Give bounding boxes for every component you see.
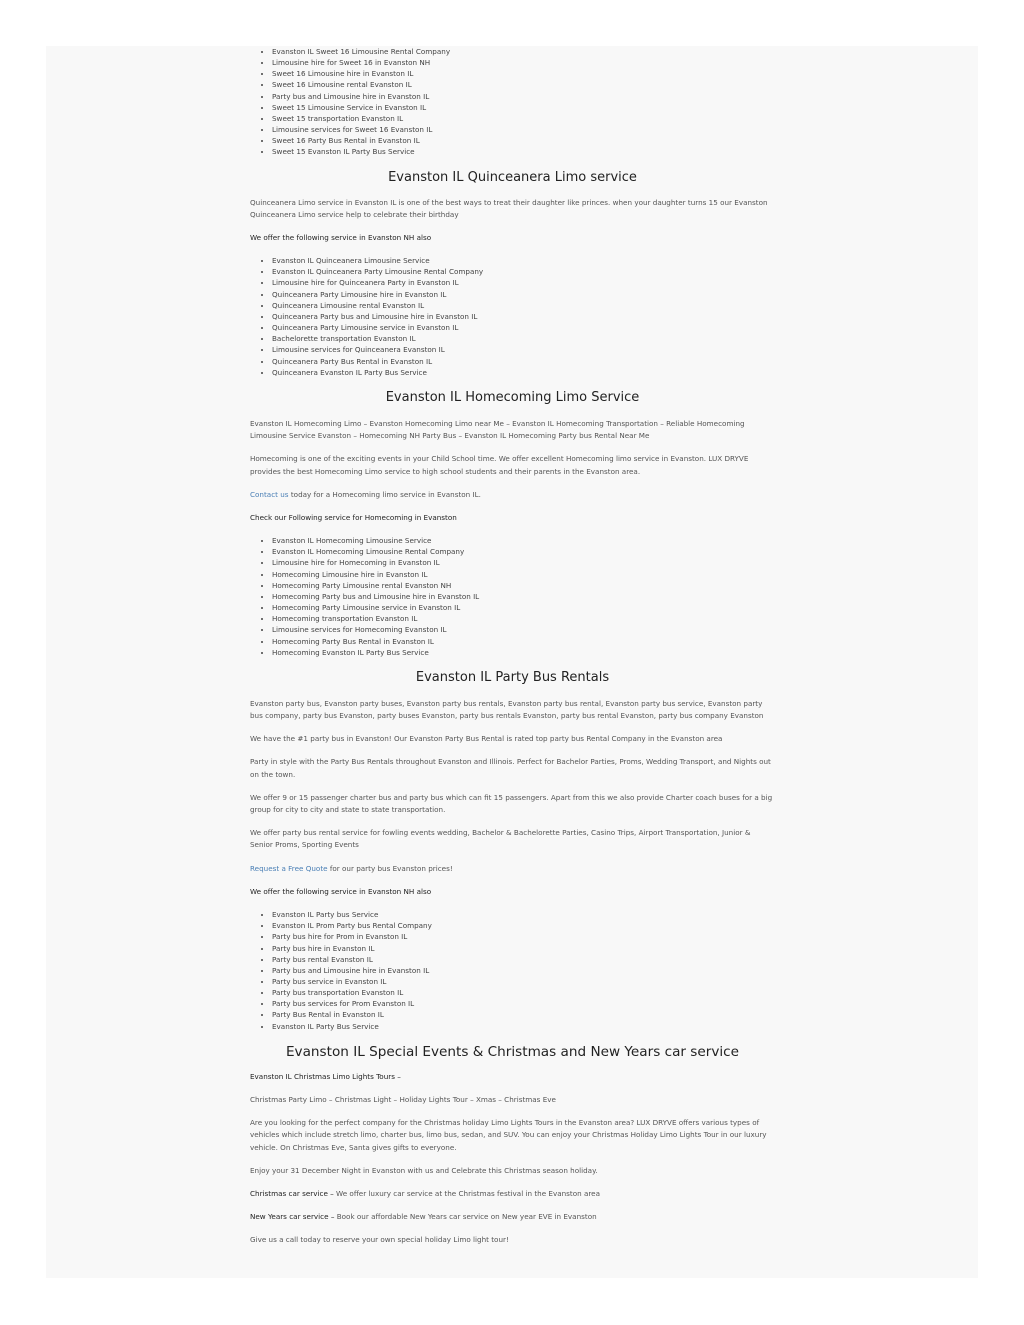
special-tours-label: Evanston IL Christmas Limo Lights Tours –: [250, 1071, 401, 1081]
list-item: • Quinceanera Limousine rental Evanston IL: [272, 300, 775, 311]
list-item: • Party bus service in Evanston IL: [272, 976, 775, 987]
list-item: • Evanston IL Homecoming Limousine Service: [272, 535, 775, 546]
partybus-paragraph: We have the #1 party bus in Evanston! Our Evanston Party Bus Rental is rated top party bus Rental Company in the Evanston area: [250, 734, 723, 744]
partybus-paragraph: Party in style with the Party Bus Rentals throughout Evanston and Illinois. Perfect for Bachelor Parties, Proms, Wedding Transport, and Nights out on the town.: [250, 757, 771, 779]
list-item: • Sweet 16 Limousine rental Evanston IL: [272, 79, 775, 90]
homecoming-keywords: Evanston IL Homecoming Limo – Evanston Homecoming Limo near Me – Evanston IL Homecoming Transportation – Reliable Homecoming Limousine Service Evanston – Homecoming NH Party Bus – Evanston IL Homecoming Party bus Rental Near Me: [250, 418, 745, 441]
partybus-offer-label: We offer the following service in Evanston NH also: [250, 886, 432, 896]
special-closing: Give us a call today to reserve your own special holiday Limo light tour!: [250, 1235, 509, 1245]
list-item: • Party bus and Limousine hire in Evanston IL: [272, 965, 775, 976]
list-item: • Evanston IL Prom Party bus Rental Company: [272, 920, 775, 931]
list-item: • Quinceanera Party bus and Limousine hire in Evanston IL: [272, 311, 775, 322]
list-item: • Homecoming Party Limousine service in Evanston IL: [272, 602, 775, 613]
special-tours-keywords: Christmas Party Limo – Christmas Light – Holiday Lights Tour – Xmas – Christmas Eve: [250, 1094, 556, 1104]
list-item: • Party bus rental Evanston IL: [272, 954, 775, 965]
partybus-heading: Evanston IL Party Bus Rentals: [415, 669, 610, 685]
list-item: • Evanston IL Party bus Service: [272, 909, 775, 920]
list-item: • Limousine services for Quinceanera Evanston IL: [272, 344, 775, 355]
list-item: • Sweet 16 Limousine hire in Evanston IL: [272, 68, 775, 79]
list-item: • Homecoming Party Limousine rental Evanston NH: [272, 580, 775, 591]
list-item: • Quinceanera Party Limousine service in Evanston IL: [272, 322, 775, 333]
list-item: • Quinceanera Evanston IL Party Bus Service: [272, 367, 775, 378]
list-item: • Evanston IL Party Bus Service: [272, 1021, 775, 1032]
quinceanera-offer-label: We offer the following service in Evanston NH also: [250, 232, 432, 242]
quinceanera-list: [250, 255, 775, 378]
newyears-text: Book our affordable New Years car service on New year EVE in Evanston: [334, 1212, 597, 1222]
list-item: • Homecoming Party bus and Limousine hire in Evanston IL: [272, 591, 775, 602]
request-quote-link[interactable]: Request a Free Quote: [250, 863, 328, 873]
list-item: • Limousine hire for Sweet 16 in Evanston NH: [272, 57, 775, 68]
list-item: • Party bus hire for Prom in Evanston IL: [272, 931, 775, 942]
list-item: • Limousine hire for Homecoming in Evanston IL: [272, 557, 775, 568]
list-item: • Homecoming Party Bus Rental in Evanston IL: [272, 636, 775, 647]
list-item: • Evanston IL Homecoming Limousine Rental Company: [272, 546, 775, 557]
list-item: • Bachelorette transportation Evanston IL: [272, 333, 775, 344]
partybus-quote-text: for our party bus Evanston prices!: [327, 863, 453, 873]
list-item: • Homecoming Evanston IL Party Bus Service: [272, 647, 775, 658]
list-item: • Quinceanera Party Limousine hire in Evanston IL: [272, 289, 775, 300]
list-item: • Homecoming transportation Evanston IL: [272, 613, 775, 624]
homecoming-contact: [250, 489, 775, 501]
special-paragraph: Are you looking for the perfect company for the Christmas holiday Limo Lights Tours in the Evanston area? LUX DRYVE offers various types of vehicles which include stretch limo, charter bus, limo bus, sedan, and SUV. You can enjoy your Christmas Holiday Limo Lights Tour in our luxury vehicle. On Christmas Eve, Santa gives gifts to everyone.: [250, 1118, 767, 1152]
homecoming-list: [250, 535, 775, 658]
list-item: • Limousine hire for Quinceanera Party in Evanston IL: [272, 277, 775, 288]
list-item: • Party bus transportation Evanston IL: [272, 987, 775, 998]
list-item: • Party bus and Limousine hire in Evanston IL: [272, 91, 775, 102]
list-item: • Evanston IL Sweet 16 Limousine Rental Company: [272, 46, 775, 57]
partybus-quote: [250, 863, 775, 875]
list-item: • Party bus hire in Evanston IL: [272, 943, 775, 954]
list-item: • Sweet 15 Evanston IL Party Bus Service: [272, 146, 775, 157]
christmas-text: We offer luxury car service at the Christmas festival in the Evanston area: [333, 1189, 600, 1198]
partybus-paragraph: We offer 9 or 15 passenger charter bus and party bus which can fit 15 passengers. Apart from this we also provide Charter coach buses for a big group for city to city and state to state transportation.: [250, 792, 773, 815]
list-item: • Quinceanera Party Bus Rental in Evanston IL: [272, 356, 775, 367]
contact-us-link[interactable]: Contact us: [250, 489, 289, 499]
newyears-label: New Years car service –: [250, 1212, 335, 1222]
list-item: • Party Bus Rental in Evanston IL: [272, 1009, 775, 1020]
list-item: • Limousine services for Sweet 16 Evanston IL: [272, 124, 775, 135]
christmas-service: [250, 1188, 775, 1200]
list-item: • Evanston IL Quinceanera Limousine Service: [272, 255, 775, 266]
homecoming-heading: Evanston IL Homecoming Limo Service: [385, 389, 640, 405]
partybus-list: [250, 909, 775, 1032]
list-item: • Sweet 15 transportation Evanston IL: [272, 113, 775, 124]
list-item: • Sweet 15 Limousine Service in Evanston IL: [272, 102, 775, 113]
quinceanera-heading: Evanston IL Quinceanera Limo service: [388, 169, 637, 185]
partybus-paragraph: We offer party bus rental service for fowling events wedding, Bachelor & Bachelorette Parties, Casino Trips, Airport Transportation, Junior & Senior Proms, Sporting Events: [250, 828, 751, 850]
special-heading: Evanston IL Special Events & Christmas and New Years car service: [285, 1043, 740, 1060]
quinceanera-intro: Quinceanera Limo service in Evanston IL is one of the best ways to treat their daughter like princes. when your daughter turns 15 our Evanston Quinceanera Limo service help to celebrate their birthday: [250, 197, 768, 219]
homecoming-intro: Homecoming is one of the exciting events in your Child School time. We offer excellent Homecoming limo service in Evanston. LUX DRYVE provides the best Homecoming Limo service to high school students and their parents in the Evanston area.: [250, 454, 749, 476]
newyears-service: [250, 1211, 775, 1223]
list-item: • Homecoming Limousine hire in Evanston IL: [272, 569, 775, 580]
homecoming-contact-text: today for a Homecoming limo service in Evanston IL.: [288, 489, 481, 499]
list-item: • Party bus services for Prom Evanston IL: [272, 998, 775, 1009]
article-content: [250, 48, 775, 1247]
partybus-keywords: Evanston party bus, Evanston party buses, Evanston party bus rentals, Evanston party bus rental, Evanston party bus service, Evanston party bus company, party bus Evanston, party buses Evanston, party bus rentals Evanston, party bus rental Evanston, party bus company Evanston: [250, 698, 764, 721]
homecoming-check-label: Check our Following service for Homecoming in Evanston: [250, 512, 457, 522]
special-paragraph: Enjoy your 31 December Night in Evanston with us and Celebrate this Christmas season holiday.: [250, 1165, 598, 1175]
sweet16-list: [250, 46, 775, 158]
christmas-label: Christmas car service –: [250, 1189, 334, 1198]
list-item: • Limousine services for Homecoming Evanston IL: [272, 624, 775, 635]
list-item: • Sweet 16 Party Bus Rental in Evanston IL: [272, 135, 775, 146]
list-item: • Evanston IL Quinceanera Party Limousine Rental Company: [272, 266, 775, 277]
